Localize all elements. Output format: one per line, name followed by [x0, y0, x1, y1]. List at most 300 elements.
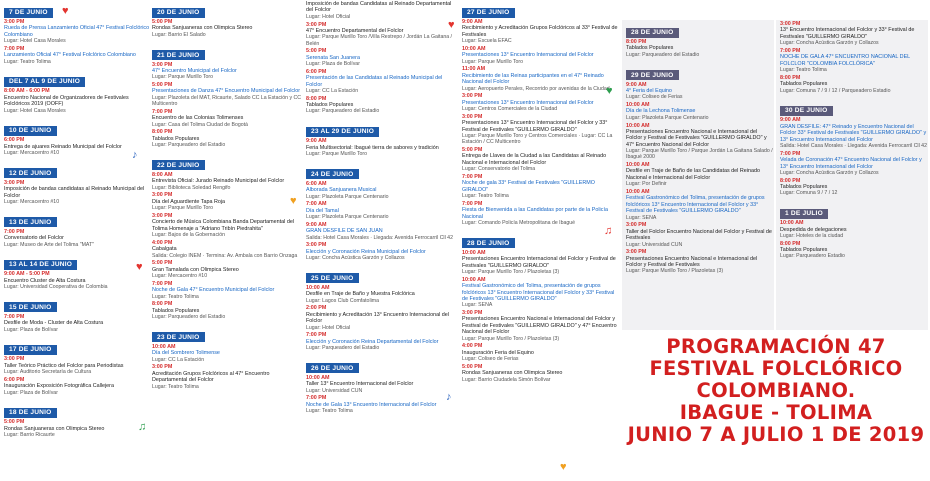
event-time: 3:00 PM: [4, 19, 25, 25]
event-item: [306, 96, 460, 115]
event-time: 8:00 PM: [626, 39, 647, 45]
event-place: Lugar: Parque Murillo Toro / Plazoletas (3): [462, 268, 560, 275]
event-place: Lugar: Barrio Ciudadela Simón Bolívar: [462, 376, 551, 383]
music-note-icon: ♪: [446, 391, 452, 403]
event-title: Tablados Populares: [780, 184, 828, 191]
event-place: Lugar: Plaza de Bolívar: [4, 389, 58, 396]
event-item: [306, 395, 460, 414]
banner-line: COLOMBIANO.: [696, 379, 856, 402]
event-place: Lugar: Lagos Club Comfatolima: [306, 297, 379, 304]
event-item: [780, 178, 928, 197]
event-place: Lugar: Barrio El Salado: [152, 31, 206, 38]
banner-line: PROGRAMACIÓN 47: [666, 335, 886, 358]
event-time: 10:00 AM: [626, 189, 650, 195]
event-place: Lugar: Universidad Cooperativa de Colombia: [4, 284, 108, 291]
day-block: [152, 43, 302, 153]
event-place: Lugar: Teatro Tolima: [152, 293, 199, 300]
event-time: 6:00 PM: [4, 137, 25, 144]
event-time: 10:00 AM: [462, 249, 486, 256]
event-item: [4, 419, 150, 438]
event-title: Tablados Populares: [306, 102, 354, 109]
date-header: 24 DE JUNIO: [306, 169, 359, 179]
heart-icon: ♥: [448, 19, 455, 31]
event-item: [152, 62, 302, 81]
date-header: 10 DE JUNIO: [4, 126, 57, 136]
event-title: Concierto de Música Colombiana Banda Departamental del Tolima Homenaje a "Adriano Tribín Piedrahita": [152, 219, 295, 232]
event-time: 7:00 PM: [780, 47, 801, 54]
event-time: 9:00 AM: [780, 117, 801, 124]
heart-icon: ♥: [290, 195, 297, 207]
event-time: 5:00 PM: [152, 19, 173, 25]
event-title: Recibimiento de las Reinas participantes en el 47° Reinado Nacional del Folclor: [462, 72, 604, 86]
event-place: Lugar: CC La Estación: [306, 87, 359, 94]
event-place: Lugar: Parque Murillo Toro: [152, 205, 214, 212]
event-item: [306, 138, 460, 157]
event-title: Conversatorio del Folclor: [4, 235, 64, 242]
event-title: 47° Encuentro Departamental del Folclor: [306, 27, 404, 34]
event-place: Lugar: Parqueadero del Estadio: [152, 314, 226, 321]
day-block: [152, 0, 302, 43]
event-time: 10:00 AM: [306, 284, 330, 291]
event-time: 4:00 PM: [152, 239, 173, 246]
event-item: [4, 229, 150, 248]
event-place: Lugar: Parque Murillo Toro: [152, 74, 214, 81]
event-place: Lugar: Parqueadero del Estadio: [626, 51, 700, 58]
event-time: 8:00 PM: [780, 177, 801, 184]
event-title: Presentaciones Encuentro Internacional del Folclor y Festival de Festivales "GUILLERMO GIRALDO": [462, 256, 616, 269]
event-title: Encuentro Cluster de Alta Costura: [4, 277, 86, 284]
event-title: Noche de Gala 13° Encuentro Internacional del Folclor: [306, 401, 437, 408]
event-title: Desfile en Traje de Baño de las Candidatas del Reinado Nacional e Internacional del Folclor: [626, 168, 760, 181]
event-time: 4:00 PM: [462, 343, 483, 350]
event-place: Lugar: Comando Policía Metropolitana de Ibagué: [462, 220, 576, 227]
event-item: [462, 19, 618, 44]
event-place: Salida: Hotel Casa Morales · Llegada: Avenida Ferrocarril Cll 42: [780, 142, 927, 149]
event-item: [4, 314, 150, 333]
event-time: 3:00 PM: [462, 113, 483, 120]
event-title: Día del Aguardiente Tapa Roja: [152, 198, 226, 205]
event-item: [306, 201, 460, 220]
event-time: 10:00 AM: [462, 45, 486, 52]
event-time: 5:00 PM: [152, 82, 173, 89]
event-item: [780, 117, 928, 149]
event-time: 3:00 PM: [462, 310, 483, 317]
event-place: Lugar: Plazoleta Parque Centenario: [626, 114, 709, 121]
event-place: Lugar: Aeropuerto Perales, Recorrido por avenidas de la Ciudad: [462, 85, 610, 92]
event-place: Salida: Colegio INEM · Termina: Av. Ambala con Barrio Onzaga: [152, 252, 298, 259]
banner-line: JUNIO 7 A JULIO 1 DE 2019: [627, 423, 925, 446]
event-place: Lugar: Barrio Ricaurte: [4, 432, 55, 439]
event-place: Lugar: Parque Murillo Toro / Parque Jordán La Gaitana Salado / Ibagué 2000: [626, 148, 773, 161]
schedule-column-3: [306, 0, 460, 481]
day-block: [306, 266, 460, 356]
day-block: [306, 356, 460, 419]
event-time: 3:00 PM: [152, 212, 173, 219]
event-time: 7:00 AM: [306, 201, 327, 208]
event-title: 13° Encuentro Internacional del Folclor y 33° Festival de Festivales "GUILLERMO GIRALDO": [780, 27, 915, 40]
event-place: Lugar: Teatro Tolima: [780, 67, 827, 74]
event-time: 7:00 PM: [306, 332, 327, 339]
event-item: [152, 109, 302, 128]
event-time: 3:00 PM: [306, 242, 327, 249]
event-place: Lugar: Centros Comerciales de la Ciudad: [462, 106, 558, 113]
event-item: [626, 249, 774, 274]
music-note-icon: ♪: [132, 149, 138, 161]
event-time: 5:00 PM: [152, 260, 173, 267]
event-item: [152, 213, 302, 238]
event-item: [462, 46, 618, 65]
event-time: 7:00 PM: [4, 228, 25, 235]
event-title: Despedida de delegaciones: [780, 226, 847, 233]
event-item: [152, 364, 302, 389]
event-time: 10:00 AM: [462, 276, 486, 283]
event-item: [306, 48, 460, 67]
event-item: [152, 281, 302, 300]
event-item: [626, 123, 774, 161]
event-item: [626, 82, 774, 101]
event-place: Lugar: Hotel Casa Morales: [4, 38, 66, 45]
event-time: 5:00 PM: [462, 147, 483, 153]
event-time: 6:00 PM: [4, 376, 25, 383]
event-time: 8:00 AM: [152, 171, 173, 178]
event-item: [4, 137, 150, 156]
day-block: [4, 210, 150, 253]
event-time: 9:00 AM: [626, 81, 647, 88]
heart-icon: ♥: [62, 5, 69, 17]
event-item: [462, 364, 618, 383]
date-header: 21 DE JUNIO: [152, 50, 205, 60]
event-item: [626, 39, 774, 58]
date-header: 17 DE JUNIO: [4, 345, 57, 355]
event-item: [626, 162, 774, 187]
event-item: [152, 301, 302, 320]
event-time: 5:00 PM: [4, 419, 25, 426]
date-header: 13 AL 14 DE JUNIO: [4, 260, 77, 270]
event-time: 10:00 AM: [626, 122, 650, 129]
event-item: [462, 147, 618, 172]
event-title: GRAN DESFILE DE SAN JUAN: [306, 228, 383, 235]
event-time: 5:00 PM: [462, 363, 483, 370]
event-item: [462, 250, 618, 275]
event-time: 6:00 PM: [306, 68, 327, 75]
event-time: 7:00 PM: [152, 108, 173, 115]
event-time: 8:00 PM: [152, 129, 173, 136]
event-time: 10:00 AM: [626, 162, 650, 169]
event-title: Festival Gastronómico del Tolima, presentación de grupos folclóricos 13° Encuentro Internacional del Folclor y 33° Festival de Festivales "GUILLERMO GIRALDO": [626, 195, 765, 215]
event-title: Recibimiento y Acreditación 13° Encuentro Internacional del Folclor: [306, 311, 449, 325]
event-title: Día del Tamal: [306, 207, 339, 214]
event-time: 3:00 PM: [626, 249, 647, 256]
event-item: [462, 277, 618, 309]
event-time: 9:00 AM - 5:00 PM: [4, 271, 50, 278]
event-item: [462, 174, 618, 199]
event-title: Tablados Populares: [626, 45, 674, 52]
event-place: Lugar: Hotel Oficial: [306, 13, 351, 20]
schedule-column-5: [622, 20, 774, 330]
event-time: 3:00 PM: [462, 93, 483, 100]
event-place: Lugar: Comuna 9 / 7 / 12: [780, 190, 838, 197]
event-item: [152, 344, 302, 363]
event-place: Lugar: Comuna 7 / 9 / 12 / Parqueadero Estadio: [780, 87, 891, 94]
event-item: [306, 19, 460, 47]
date-header: DEL 7 AL 9 DE JUNIO: [4, 77, 85, 87]
event-item: [152, 192, 302, 211]
day-block: [776, 98, 928, 201]
event-title: Desfile de Moda - Cluster de Alta Costura: [4, 320, 104, 327]
event-place: Lugar: Parqueadero del Estadio: [306, 345, 380, 352]
date-header: 28 DE JUNIO: [626, 28, 679, 38]
event-title: Tablados Populares: [780, 81, 828, 88]
day-block: [306, 119, 460, 162]
event-item: [306, 1, 460, 20]
event-title: Presentaciones Encuentro Nacional e Internacional del Folclor y Festival de Festivales "GUILLERMO GIRALDO" y 47° Encuentro Nacional del Folclor: [626, 128, 767, 148]
event-item: [152, 260, 302, 279]
event-place: Lugar: Parque Murillo Toro / Plazoletas (3): [462, 335, 560, 342]
event-place: Lugar: Parqueadero del Estadio: [152, 142, 226, 149]
event-place: Lugar: Parqueadero Estadio: [780, 253, 845, 260]
event-place: Lugar: Escuela EFAC: [462, 38, 512, 45]
event-title: Taller del Folclor Encuentro Nacional del Folclor y Festival de Festivales: [626, 228, 772, 242]
event-time: 8:00 AM - 6:00 PM: [4, 88, 50, 95]
schedule-column-2: [152, 0, 302, 481]
event-title: Imposición de bandas candidatas al Reinado Municipal del Folclor: [4, 186, 145, 199]
event-place: Lugar: Parque Murillo Toro /Villa Restrepo / Jordán La Gaitana / Belén: [306, 34, 453, 47]
date-header: 12 DE JUNIO: [4, 168, 57, 178]
music-note-icon: ♫: [604, 225, 613, 237]
event-title: Presentaciones Encuentro Nacional e Internacional del Folclor y Festival de Festivales: [626, 255, 758, 269]
day-block: [152, 153, 302, 325]
date-header: 26 DE JUNIO: [306, 363, 359, 373]
event-item: [462, 93, 618, 112]
event-item: [4, 377, 150, 396]
event-title: Imposición de bandas Candidatas al Reinado Departamental del Folclor: [306, 1, 452, 14]
day-block: [306, 162, 460, 266]
date-header: 22 DE JUNIO: [152, 160, 205, 170]
event-title: Inauguración Exposición Fotográfica Callejera: [4, 383, 114, 390]
event-place: Lugar: Parque Murillo Toro: [462, 58, 524, 65]
event-time: 3:00 PM: [152, 364, 173, 371]
event-title: Elección y Coronación Reina Municipal del Folclor: [306, 248, 426, 255]
event-place: Lugar: Concha Acústica Garzón y Collazos: [306, 255, 405, 262]
event-item: [626, 189, 774, 221]
event-item: [152, 172, 302, 191]
event-place: Lugar: Coliseo de Ferias: [626, 94, 683, 101]
event-place: Lugar: Plazoleta del MAT, Ricaurte, Salado CC La Estación y CC Multicentro: [152, 94, 301, 108]
event-place: Lugar: Coliseo de Ferias: [462, 356, 519, 363]
event-time: 10:00 AM: [780, 220, 804, 227]
event-title: Velada de Coronación 47° Encuentro Nacional del Folclor y 13° Encuentro Internacional del Folclor: [780, 157, 922, 170]
date-header: 15 DE JUNIO: [4, 302, 57, 312]
event-title: Presentaciones Encuentro Nacional e Internacional del Folclor y Festival de Festivales "GUILLERMO GIRALDO" y 47° Encuentro Nacional del Folclor: [462, 316, 617, 336]
event-title: Encuentro de las Colonias Tolimenses: [152, 115, 244, 122]
event-item: [306, 242, 460, 261]
event-item: [780, 220, 928, 239]
event-place: Lugar: Hotel Casa Morales: [4, 107, 66, 114]
event-item: [152, 129, 302, 148]
event-time: 10:00 AM: [152, 343, 176, 350]
event-item: [4, 46, 150, 65]
event-item: [306, 285, 460, 304]
event-time: 3:00 PM: [152, 61, 173, 68]
event-place: Lugar: Plazoleta Parque Centenario: [306, 214, 389, 221]
date-header: 25 DE JUNIO: [306, 273, 359, 283]
event-title: Lanzamiento Oficial 47° Festival Folclórico Colombiano: [4, 52, 136, 59]
event-place: Lugar: Universidad CUN: [626, 241, 683, 248]
event-title: Festival Gastronómico del Tolima, presentación de grupos folclóricos 13° Encuentro Internacional del Folclor y 33° Festival de Festivales "GUILLERMO GIRALDO": [462, 283, 615, 302]
event-time: 5:00 PM: [306, 48, 327, 55]
event-title: Taller Teórico Práctico del Folclor para Periodistas: [4, 362, 124, 369]
event-time: 7:00 PM: [4, 45, 25, 52]
event-time: 7:00 PM: [152, 280, 173, 287]
day-block: [4, 118, 150, 161]
event-title: Elección y Coronación Reina Departamental del Folclor: [306, 338, 439, 345]
event-item: [152, 82, 302, 107]
event-title: Taller 13° Encuentro Internacional del Folclor: [306, 381, 414, 388]
event-title: Feria Multisectorial: Ibagué tierra de sabores y tradición: [306, 144, 439, 151]
date-header: 23 AL 29 DE JUNIO: [306, 127, 379, 137]
event-item: [4, 19, 150, 44]
day-block: [152, 325, 302, 394]
event-title: Tablados Populares: [152, 307, 200, 314]
event-title: Fiesta de Bienvenida a las Candidatas por parte de la Policía Nacional: [462, 207, 608, 220]
event-title: Encuentro Nacional de Organizadores de Festivales Folclóricos 2019 (OOFF): [4, 94, 129, 108]
event-title: Tablados Populares: [780, 247, 828, 254]
event-title: Presentaciones 13° Encuentro Internacional del Folclor: [462, 99, 594, 106]
event-place: Lugar: Teatro Tolima: [152, 383, 199, 390]
event-item: [306, 305, 460, 330]
day-block: [306, 0, 460, 119]
event-place: Lugar: Plaza de Bolívar: [306, 61, 360, 68]
day-block: [622, 63, 774, 280]
event-place: Lugar: Por Definir: [626, 181, 667, 188]
event-time: 3:00 PM: [626, 222, 647, 229]
date-header: 29 DE JUNIO: [626, 70, 679, 80]
event-time: 8:00 PM: [306, 95, 327, 102]
day-block: [776, 20, 928, 98]
event-item: [780, 151, 928, 176]
event-time: 2:00 PM: [306, 305, 327, 312]
event-place: Lugar: Teatro Tolima: [306, 408, 353, 415]
event-time: 3:00 PM: [4, 356, 25, 363]
day-block: [4, 337, 150, 400]
event-time: 7:00 PM: [462, 173, 483, 180]
event-item: [4, 271, 150, 290]
event-time: 10:00 AM: [626, 102, 650, 109]
event-place: Lugar: Teatro Tolima: [4, 58, 51, 65]
event-time: 8:00 PM: [780, 240, 801, 247]
event-time: 3:00 PM: [780, 21, 801, 27]
event-place: Lugar: Hotel Oficial: [306, 324, 351, 331]
event-title: Día del Sombrero Tolimense: [152, 350, 220, 357]
event-title: GRAN DESFILE: 47° Reinado y Encuentro Nacional del Folclor 33° Festival de Festivales "GUILLERMO GIRALDO" y 13° Encuentro Internacional del Folclor: [780, 123, 927, 143]
event-item: [626, 222, 774, 247]
event-item: [4, 356, 150, 375]
event-title: Rondas Sanjuaneras con Olimpica Stereo: [4, 425, 105, 432]
event-time: 7:00 PM: [4, 313, 25, 320]
event-title: Cabalgata: [152, 246, 177, 253]
event-place: Lugar: Concha Acústica Garzón y Collazos: [780, 40, 879, 47]
event-time: 3:00 PM: [306, 21, 327, 28]
event-item: [780, 48, 928, 73]
event-time: 9:00 AM: [306, 221, 327, 228]
event-item: [306, 332, 460, 351]
schedule-column-6: [776, 20, 928, 330]
event-item: [780, 241, 928, 260]
event-place: Lugar: Plaza de Bolívar: [4, 326, 58, 333]
event-title: Rondas Sanjuaneras con Olimpica Stereo: [462, 370, 563, 377]
event-place: Lugar: Universidad CUN: [306, 387, 363, 394]
event-item: [462, 201, 618, 226]
schedule-column-1: [4, 0, 150, 481]
date-header: 13 DE JUNIO: [4, 217, 57, 227]
day-block: [462, 0, 618, 231]
event-title: Noche de gala 33° Festival de Festivales "GUILLERMO GIRALDO": [462, 180, 595, 193]
date-header: 23 DE JUNIO: [152, 332, 205, 342]
event-item: [4, 180, 150, 205]
event-title: NOCHE DE GALA 47° ENCUENTRO NACIONAL DEL FOLCLOR "COLOMBIA FOLCLÓRICA": [780, 54, 910, 67]
event-item: [626, 102, 774, 121]
day-block: [622, 20, 774, 63]
day-block: [4, 0, 150, 69]
event-title: Presentaciones de Danza 47° Encuentro Municipal del Folclor: [152, 88, 301, 95]
event-item: [306, 375, 460, 394]
schedule-column-4: [462, 0, 618, 481]
event-title: Presentaciones 13° Encuentro Internacional del Folclor y 33° Festival de Festivales "GUILLERMO GIRALDO": [462, 120, 608, 133]
event-place: Lugar: Museo de Arte del Tolima "MAT": [4, 241, 94, 248]
event-item: [462, 66, 618, 91]
event-place: Lugar: Mercacentro #10: [4, 199, 60, 206]
day-block: [462, 231, 618, 388]
event-title: Rueda de Prensa Lanzamiento Oficial 47° Festival Folclórico Colombiano: [4, 25, 150, 38]
event-time: 9:00 AM: [462, 19, 483, 25]
event-title: Acreditación Grupos Folclóricos al 47° Encuentro Departamental del Folclor: [152, 370, 270, 384]
event-time: 3:00 PM: [152, 192, 173, 199]
event-place: Lugar: Bajos de la Gobernación: [152, 232, 225, 239]
day-block: [4, 295, 150, 338]
event-place: Lugar: SENA: [462, 302, 493, 309]
event-item: [306, 181, 460, 200]
music-note-icon: ♫: [138, 421, 147, 433]
event-title: 4° Feria del Equino: [626, 87, 672, 94]
heart-icon: ♥: [136, 261, 143, 273]
day-block: [4, 161, 150, 210]
event-place: Lugar: Parque Murillo Toro / Plazoletas (3): [626, 268, 724, 275]
event-place: Lugar: CC La Estación: [152, 356, 205, 363]
event-place: Lugar: Biblioteca Soledad Rengifo: [152, 184, 231, 191]
event-place: Lugar: Plazoleta Parque Centenario: [306, 193, 389, 200]
event-title: Rondas Sanjuaneras con Olimpica Stereo: [152, 25, 253, 32]
event-item: [780, 75, 928, 94]
event-title: Entrevista Oficial: Jurado Reinado Municipal del Folclor: [152, 178, 285, 185]
event-place: Lugar: Mercacentro #10: [4, 150, 60, 157]
event-title: Desfile en Traje de Baño y Muestra Folclórica: [306, 291, 415, 298]
event-item: [306, 69, 460, 94]
day-block: [4, 252, 150, 295]
event-item: [306, 222, 460, 241]
date-header: 27 DE JUNIO: [462, 8, 515, 18]
date-header: 1 DE JULIO: [780, 209, 828, 219]
event-place: Lugar: Concha Acústica Garzón y Collazos: [780, 169, 879, 176]
day-block: [4, 69, 150, 118]
event-place: Lugar: Hoteles de la ciudad: [780, 232, 844, 239]
event-place: Lugar: Parque Murillo Toro y Centros Comerciales · Lugar: CC La Estación / CC Multicentro: [462, 133, 613, 146]
event-item: [462, 114, 618, 146]
event-item: [462, 310, 618, 342]
event-item: [152, 240, 302, 259]
event-place: Lugar: Conservatorio del Tolima: [462, 166, 536, 173]
heart-icon: ♥: [560, 461, 567, 473]
day-block: [4, 400, 150, 443]
